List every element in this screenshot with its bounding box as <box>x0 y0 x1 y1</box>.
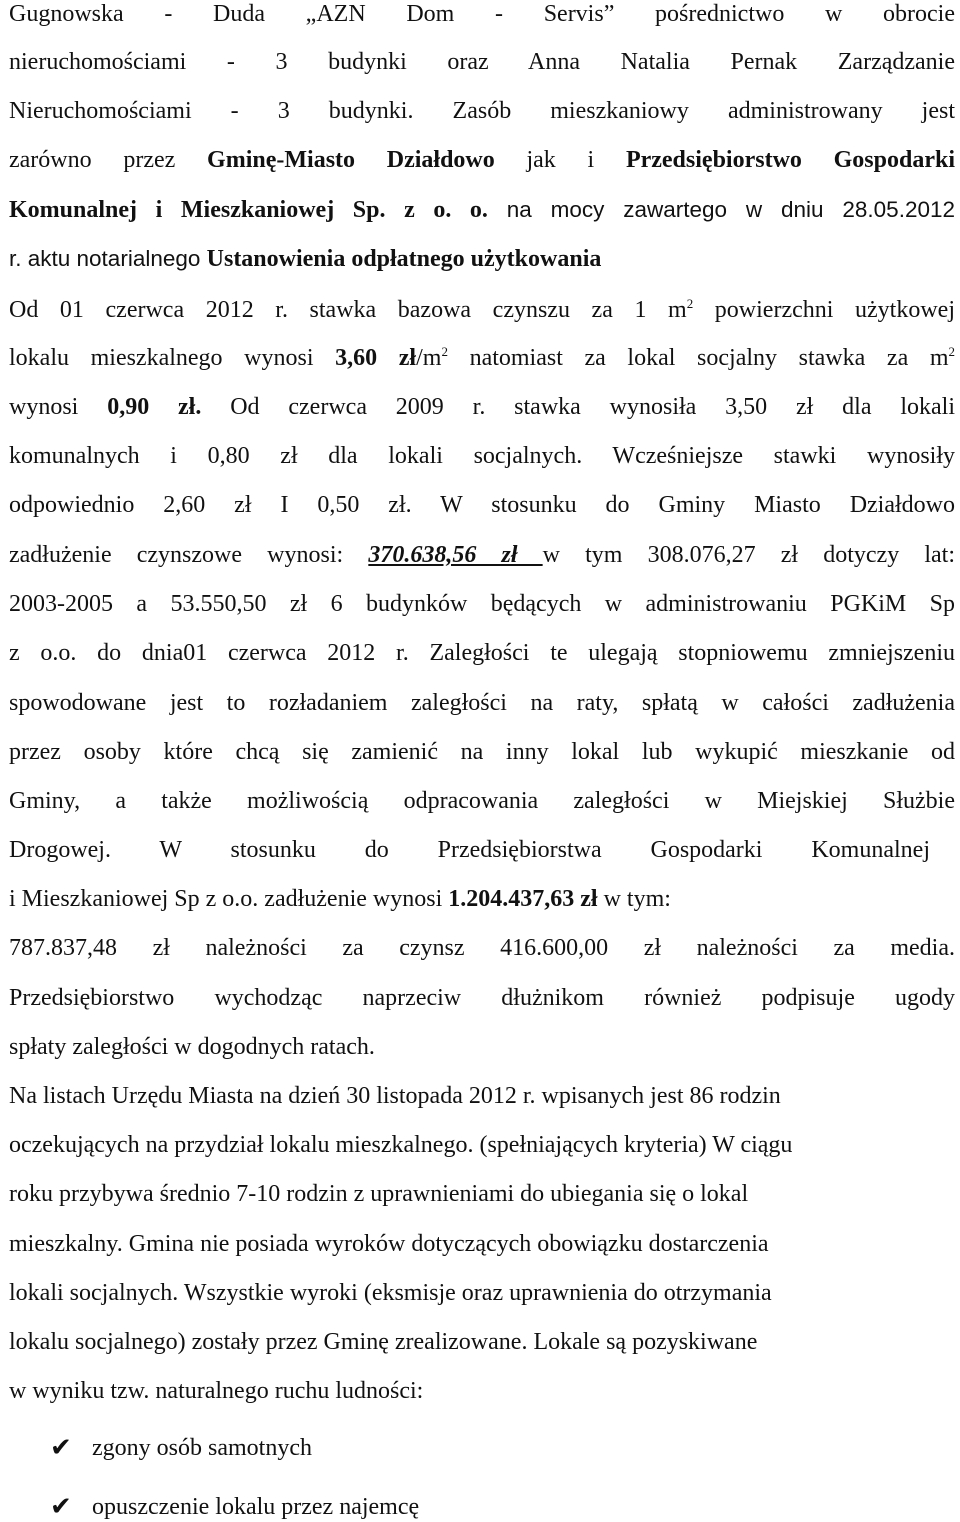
text-line: nieruchomościami - 3 budynki oraz Anna Natalia Pernak Zarządzanie <box>9 49 955 75</box>
text-line: przez osoby które chcą się zamienić na inny lokal lub wykupić mieszkanie od <box>9 739 955 765</box>
text-line: Komunalnej i Mieszkaniowej Sp. z o. o. na mocy zawartego w dniu 28.05.2012 <box>9 197 955 223</box>
debt-amount: 370.638,56 zł <box>368 542 543 568</box>
text-line: 787.837,48 zł należności za czynsz 416.600,00 zł należności za media. <box>9 935 955 961</box>
text-line: r. aktu notarialnego Ustanowienia odpłatnego użytkowania <box>9 246 602 272</box>
text-line: odpowiednio 2,60 zł I 0,50 zł. W stosunku do Gminy Miasto Działdowo <box>9 492 955 518</box>
text-line: Przedsiębiorstwo wychodząc naprzeciw dłużnikom również podpisuje ugody <box>9 985 955 1011</box>
text-line: z o.o. do dnia01 czerwca 2012 r. Zaległości te ulegają stopniowemu zmniejszeniu <box>9 640 955 666</box>
text-line: roku przybywa średnio 7-10 rodzin z uprawnieniami do ubiegania się o lokal <box>9 1181 749 1207</box>
text-line: lokalu socjalnego) zostały przez Gminę zrealizowane. Lokale są pozyskiwane <box>9 1329 758 1355</box>
text-line: zarówno przez Gminę-Miasto Działdowo jak i Przedsiębiorstwo Gospodarki <box>9 147 955 173</box>
list-item: opuszczenie lokalu przez najemcę <box>92 1494 420 1520</box>
text-line: lokalu mieszkalnego wynosi 3,60 $zł/m^2$ natomiast za lokal socjalny stawka za $m^2$ <box>9 344 956 371</box>
checkmark-icon: ✔ <box>50 1433 72 1463</box>
text-line: spłaty zaległości w dogodnych ratach. <box>9 1034 375 1060</box>
text-line: oczekujących na przydział lokalu mieszkalnego. (spełniających kryteria) W ciągu <box>9 1132 793 1158</box>
text-line: Gugnowska - Duda „AZN Dom - Servis” pośrednictwo w obrocie <box>9 1 955 27</box>
text-line: Od 01 czerwca 2012 r. stawka bazowa czynszu za 1 $m^2$ powierzchni użytkowej <box>9 296 955 323</box>
text-line: komunalnych i 0,80 zł dla lokali socjalnych. Wcześniejsze stawki wynosiły <box>9 443 955 469</box>
text-line: w wyniku tzw. naturalnego ruchu ludności: <box>9 1378 424 1404</box>
text-line: Nieruchomościami - 3 budynki. Zasób mieszkaniowy administrowany jest <box>9 98 955 124</box>
list-item: zgony osób samotnych <box>92 1435 312 1461</box>
text-line: Drogowej. W stosunku do Przedsiębiorstwa Gospodarki Komunalnej <box>9 837 930 863</box>
text-line: 2003-2005 a 53.550,50 zł 6 budynków będących w administrowaniu PGKiM Sp <box>9 591 955 617</box>
text-line: wynosi 0,90 zł. Od czerwca 2009 r. stawka wynosiła 3,50 zł dla lokali <box>9 394 955 420</box>
checkmark-icon: ✔ <box>50 1492 72 1522</box>
text-line: lokali socjalnych. Wszystkie wyroki (eksmisje oraz uprawnienia do otrzymania <box>9 1280 772 1306</box>
text-line: Na listach Urzędu Miasta na dzień 30 listopada 2012 r. wpisanych jest 86 rodzin <box>9 1083 781 1109</box>
text-line: zadłużenie czynszowe wynosi: 370.638,56 zł w tym 308.076,27 zł dotyczy lat: <box>9 542 955 568</box>
text-line: Gminy, a także możliwością odpracowania zaległości w Miejskiej Służbie <box>9 788 955 814</box>
text-line: spowodowane jest to rozładaniem zaległości na raty, spłatą w całości zadłużenia <box>9 690 955 716</box>
text-line: mieszkalny. Gmina nie posiada wyroków dotyczących obowiązku dostarczenia <box>9 1231 769 1257</box>
text-line: i Mieszkaniowej Sp z o.o. zadłużenie wynosi 1.204.437,63 zł w tym: <box>9 886 671 912</box>
